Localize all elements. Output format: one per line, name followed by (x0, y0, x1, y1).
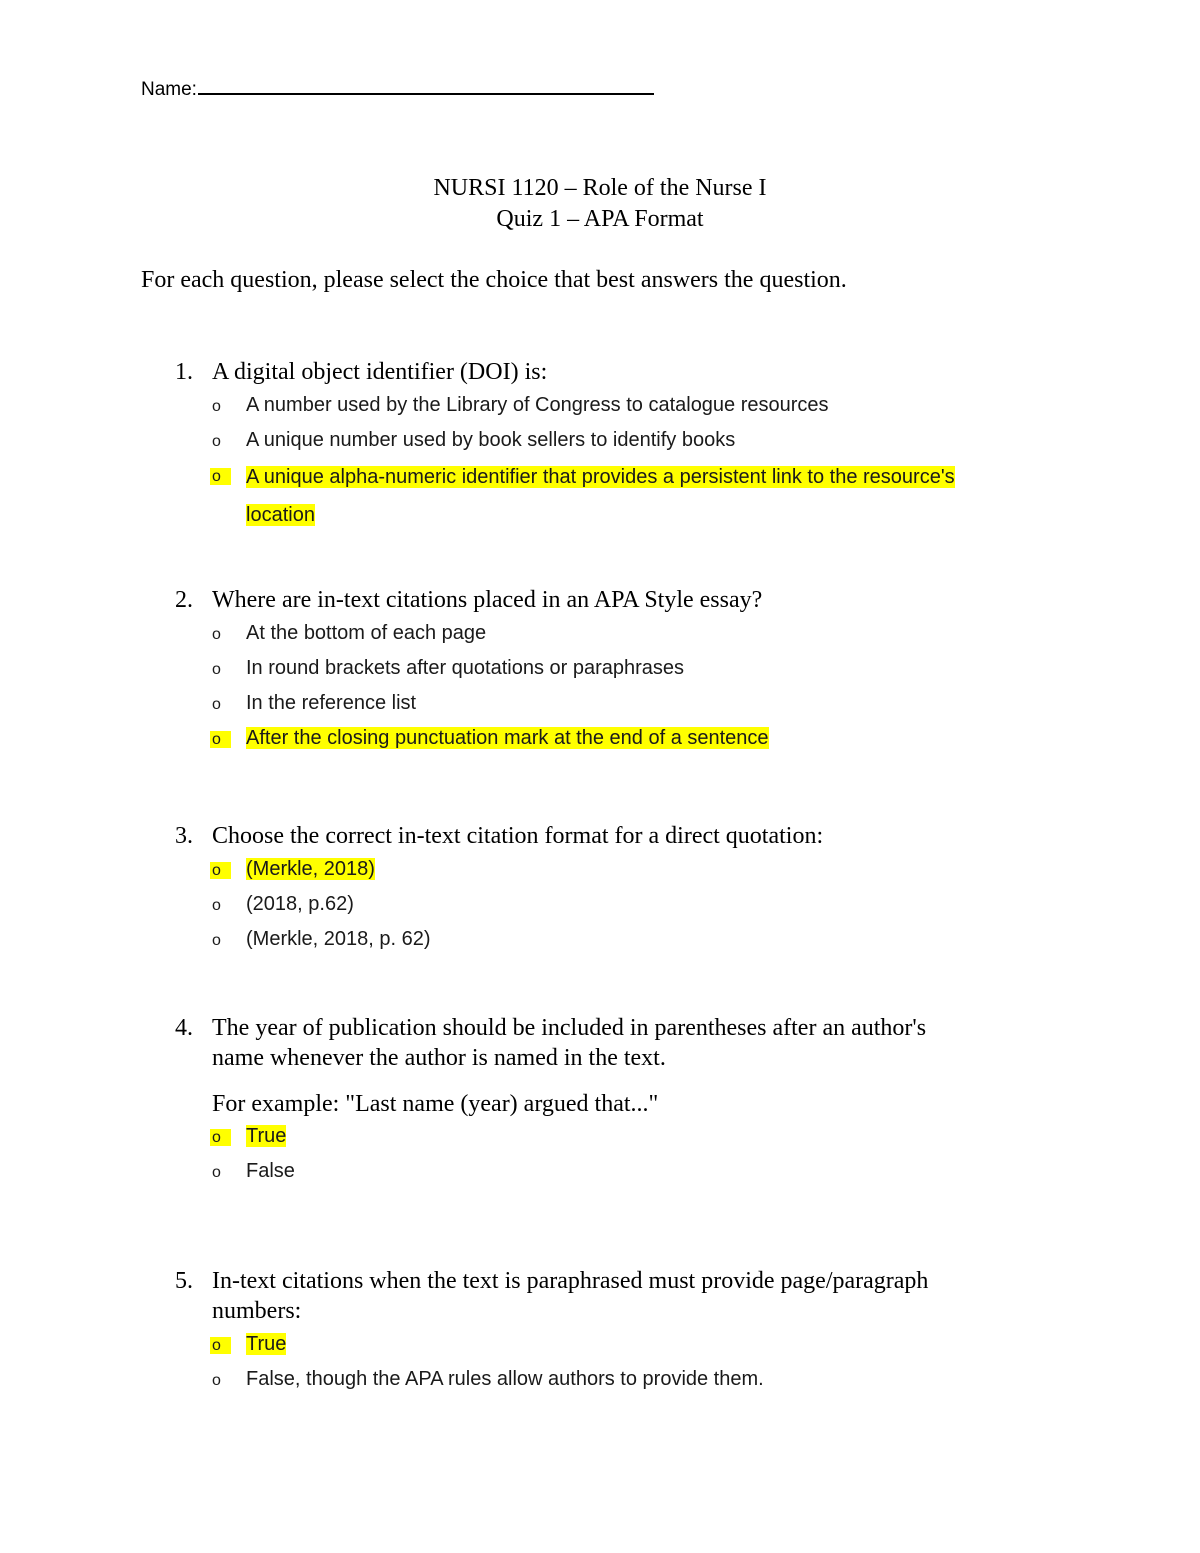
option-item[interactable] (175, 423, 1035, 458)
option-label: At the bottom of each page (246, 622, 487, 644)
question-text: 5. In-text citations when the text is paraphrased must provide page/paragraph numbers: (175, 1268, 929, 1324)
course-title: NURSI 1120 – Role of the Nurse I (433, 175, 767, 201)
option-item-correct[interactable] (175, 721, 1035, 756)
option-bullet-icon[interactable]: o (212, 932, 221, 949)
option-bullet-icon[interactable]: o (212, 722, 231, 757)
option-bullet-icon[interactable]: o (212, 1328, 231, 1363)
option-item[interactable] (175, 922, 1035, 957)
option-label: In the reference list (246, 692, 417, 714)
option-label: (Merkle, 2018, p. 62) (246, 928, 431, 950)
question-number: 4. (175, 1015, 193, 1041)
answer-options (175, 1327, 1035, 1397)
option-bullet-icon[interactable]: o (212, 661, 221, 678)
answer-options (175, 1119, 1035, 1189)
option-label: False (246, 1160, 295, 1182)
answer-options (175, 388, 1035, 534)
option-label-highlighted-cont: location (246, 504, 315, 526)
option-label-highlighted: After the closing punctuation mark at the end of a sentence (246, 727, 769, 749)
option-item-correct[interactable] (175, 458, 1035, 534)
option-item[interactable] (175, 651, 1035, 686)
option-label: (2018, p.62) (246, 893, 354, 915)
question-text: 3. Choose the correct in-text citation format for a direct quotation: (175, 823, 824, 849)
option-label: False, though the APA rules allow authors to provide them. (246, 1368, 764, 1390)
option-item-correct[interactable] (175, 852, 1035, 887)
option-bullet-icon[interactable]: o (212, 459, 231, 494)
question-text: 2. Where are in-text citations placed in an APA Style essay? (175, 587, 763, 613)
option-label-highlighted: True (246, 1125, 287, 1147)
question-2 (175, 585, 1035, 756)
name-label: Name: (141, 79, 197, 100)
quiz-title: Quiz 1 – APA Format (496, 206, 704, 232)
option-item-correct[interactable] (175, 1327, 1035, 1362)
option-item[interactable] (175, 616, 1035, 651)
question-text: 4. The year of publication should be included in parentheses after an author's name whenever the author is named in the text. (175, 1015, 927, 1071)
option-bullet-icon[interactable]: o (212, 1372, 221, 1389)
answer-options (175, 852, 1035, 957)
question-5 (175, 1266, 1035, 1397)
option-label: In round brackets after quotations or paraphrases (246, 657, 685, 679)
option-label-highlighted: True (246, 1333, 287, 1355)
option-item[interactable] (175, 887, 1035, 922)
option-bullet-icon[interactable]: o (212, 1164, 221, 1181)
option-item[interactable] (175, 1362, 1035, 1397)
instructions: For each question, please select the choice that best answers the question. (141, 267, 847, 293)
option-label: A unique number used by book sellers to identify books (246, 429, 736, 451)
option-label-highlighted: (Merkle, 2018) (246, 858, 375, 880)
name-blank-line[interactable] (198, 74, 654, 95)
option-bullet-icon[interactable]: o (212, 897, 221, 914)
option-bullet-icon[interactable]: o (212, 1120, 231, 1155)
option-bullet-icon[interactable]: o (212, 853, 231, 888)
question-4 (175, 1013, 1035, 1189)
question-example: For example: "Last name (year) argued that..." (212, 1091, 659, 1117)
answer-options (175, 616, 1035, 756)
question-number: 5. (175, 1268, 193, 1294)
option-item[interactable] (175, 686, 1035, 721)
option-label-highlighted: A unique alpha-numeric identifier that provides a persistent link to the resource's (246, 466, 955, 488)
question-number: 2. (175, 587, 193, 613)
option-item-correct[interactable] (175, 1119, 1035, 1154)
option-label: A number used by the Library of Congress to catalogue resources (246, 394, 829, 416)
question-number: 1. (175, 359, 193, 385)
question-3 (175, 821, 1035, 957)
option-item[interactable] (175, 1154, 1035, 1189)
option-bullet-icon[interactable]: o (212, 433, 221, 450)
option-bullet-icon[interactable]: o (212, 398, 221, 415)
question-text: 1. A digital object identifier (DOI) is: (175, 359, 548, 385)
name-field[interactable] (141, 74, 654, 102)
question-number: 3. (175, 823, 193, 849)
option-item[interactable] (175, 388, 1035, 423)
option-bullet-icon[interactable]: o (212, 696, 221, 713)
question-1 (175, 357, 1035, 534)
option-bullet-icon[interactable]: o (212, 626, 221, 643)
